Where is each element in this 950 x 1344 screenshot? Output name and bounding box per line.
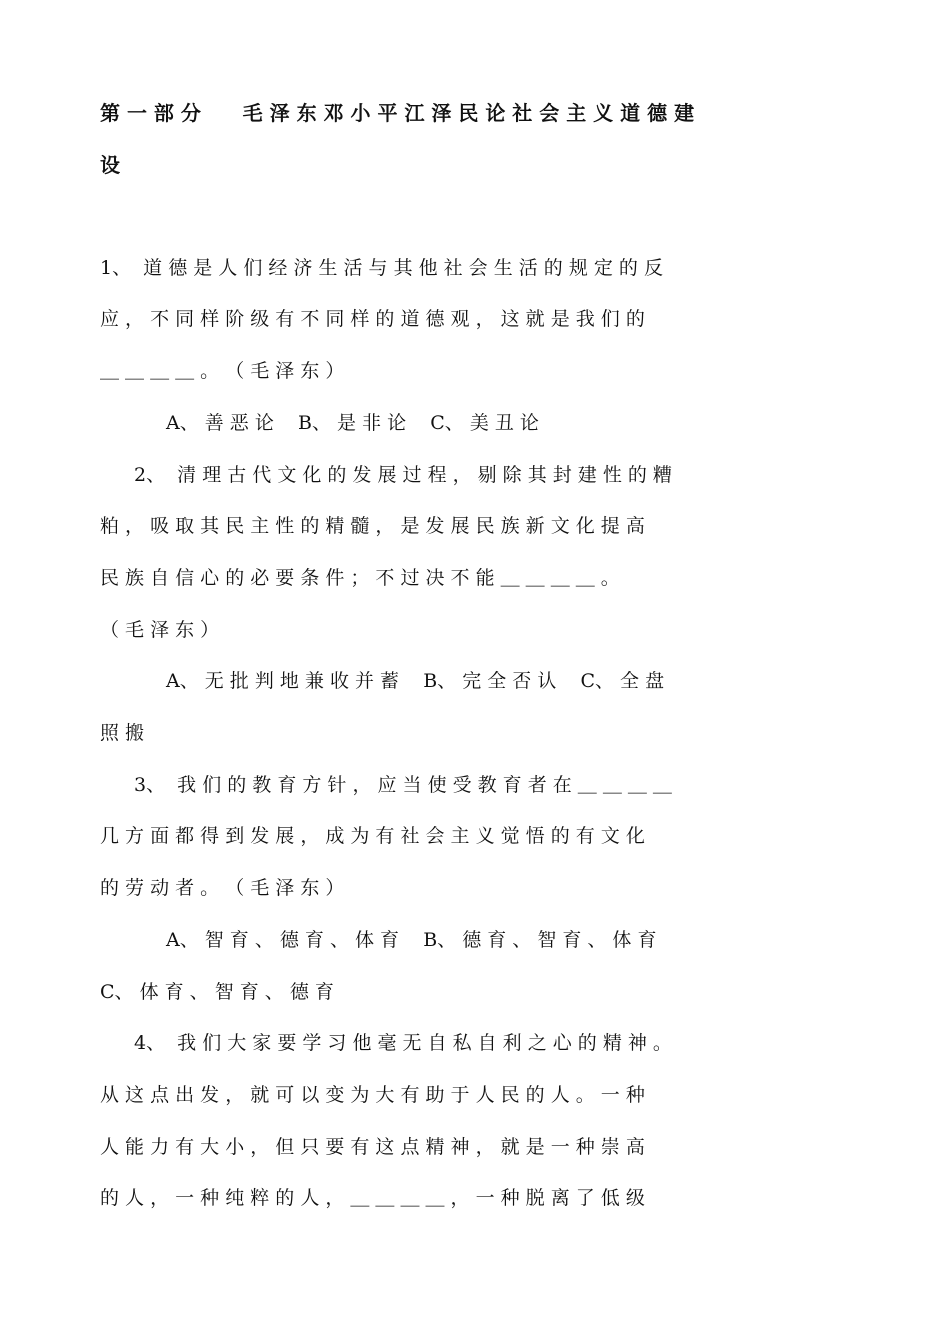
question-4-line-3: 人 能 力 有 大 小 ， 但 只 要 有 这 点 精 神 ， 就 是 一 种 崇 高 (100, 1136, 645, 1158)
question-3-options-line-1: A、 智 育 、 德 育 、 体 育 B、 德 育 、 智 育 、 体 育 (166, 929, 657, 951)
question-4-line-4: 的 人 ， 一 种 纯 粹 的 人 ， ＿ ＿ ＿ ＿ ， 一 种 脱 离 了 低 级 (100, 1187, 645, 1209)
question-2-options-line-2: 照 搬 (100, 722, 145, 744)
question-2-line-3: 民 族 自 信 心 的 必 要 条 件 ； 不 过 决 不 能 ＿ ＿ ＿ ＿ 。 (100, 567, 620, 589)
document-title-line-2: 设 (100, 153, 120, 177)
question-2-options-line-1: A、 无 批 判 地 兼 收 并 蓄 B、 完 全 否 认 C、 全 盘 (166, 670, 665, 692)
question-3-options-line-2: C、 体 育 、 智 育 、 德 育 (100, 981, 334, 1003)
question-3-line-3: 的 劳 动 者 。 （ 毛 泽 东 ） (100, 877, 345, 899)
question-3-line-2: 几 方 面 都 得 到 发 展 ， 成 为 有 社 会 主 义 觉 悟 的 有 文 化 (100, 825, 645, 847)
question-1-options: A、 善 恶 论 B、 是 非 论 C、 美 丑 论 (166, 412, 539, 434)
question-4-line-1: 4、 我 们 大 家 要 学 习 他 毫 无 自 私 自 利 之 心 的 精 神 。 (134, 1032, 672, 1054)
question-1-line-2: 应 ， 不 同 样 阶 级 有 不 同 样 的 道 德 观 ， 这 就 是 我 们 的 (100, 308, 645, 330)
question-1-line-1: 1、 道 德 是 人 们 经 济 生 活 与 其 他 社 会 生 活 的 规 定 的 反 (100, 257, 663, 279)
question-3-line-1: 3、 我 们 的 教 育 方 针 ， 应 当 使 受 教 育 者 在 ＿ ＿ ＿ ＿ (134, 774, 672, 796)
question-1-line-3: ＿ ＿ ＿ ＿ 。 （ 毛 泽 东 ） (100, 360, 345, 382)
question-2-line-4: （ 毛 泽 东 ） (100, 619, 220, 641)
question-2-line-2: 粕 ， 吸 取 其 民 主 性 的 精 髓 ， 是 发 展 民 族 新 文 化 提 高 (100, 515, 645, 537)
question-2-line-1: 2、 清 理 古 代 文 化 的 发 展 过 程 ， 剔 除 其 封 建 性 的 糟 (134, 464, 672, 486)
question-4-line-2: 从 这 点 出 发 ， 就 可 以 变 为 大 有 助 于 人 民 的 人 。 一 种 (100, 1084, 645, 1106)
document-title-line-1: 第 一 部 分 毛 泽 东 邓 小 平 江 泽 民 论 社 会 主 义 道 德 建 (100, 101, 695, 125)
